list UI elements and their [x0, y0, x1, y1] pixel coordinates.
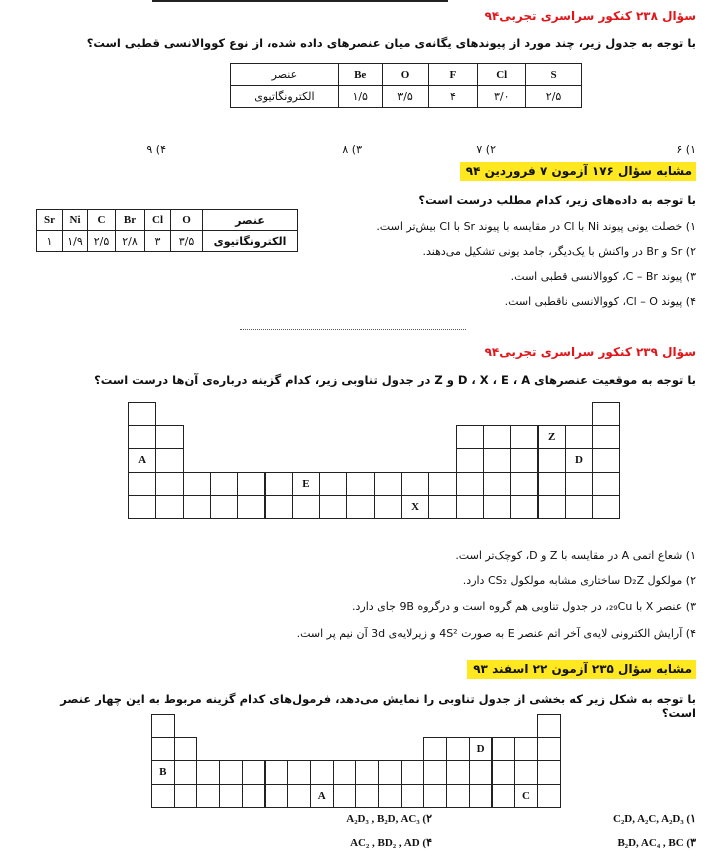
pt-cell — [537, 714, 561, 738]
pt-cell — [333, 784, 357, 808]
pt-cell — [287, 784, 311, 808]
pt-cell — [469, 784, 493, 808]
pt-cell — [428, 495, 456, 519]
pt-cell — [128, 425, 156, 449]
q1-val-o: ۳/۵ — [382, 86, 428, 108]
pt-cell — [538, 472, 566, 496]
pt-cell — [423, 737, 447, 761]
pt-cell — [401, 760, 425, 784]
q1-th-f: F — [428, 64, 478, 86]
pt-cell — [510, 425, 538, 449]
pt-cell — [538, 448, 566, 472]
q4-header: مشابه سؤال ۲۳۵ آزمون ۲۲ اسفند ۹۳ — [467, 660, 696, 679]
pt-cell — [446, 760, 470, 784]
q4-option-4[interactable]: ۴) AC₂ , BD₂ , AD — [350, 837, 432, 849]
pt-cell — [423, 784, 447, 808]
pt-cell — [174, 760, 198, 784]
pt-cell — [446, 784, 470, 808]
pt-cell — [265, 784, 289, 808]
pt-cell — [128, 495, 156, 519]
pt-cell — [565, 472, 593, 496]
q2-val-sr: ۱ — [37, 231, 63, 252]
q2-electronegativity-table — [36, 209, 298, 252]
pt-cell — [333, 760, 357, 784]
pt-cell — [423, 760, 447, 784]
pt-cell — [242, 784, 266, 808]
pt-cell — [428, 472, 456, 496]
pt-cell — [346, 472, 374, 496]
pt-cell — [469, 760, 493, 784]
q2-th-cl: Cl — [145, 210, 171, 231]
pt-cell — [155, 495, 183, 519]
pt-cell — [592, 402, 620, 426]
pt-cell — [483, 425, 511, 449]
q3-header: سؤال ۲۳۹ کنکور سراسری تجربی۹۴ — [484, 345, 696, 359]
pt-cell — [355, 784, 379, 808]
q2-header-wrap — [296, 164, 696, 178]
q1-val-s: ۲/۵ — [526, 86, 582, 108]
pt-cell — [128, 472, 156, 496]
q1-electronegativity-table — [230, 63, 582, 108]
pt-cell — [514, 737, 538, 761]
q1-val-cl: ۳/۰ — [478, 86, 526, 108]
pt-cell — [265, 760, 289, 784]
pt-cell — [355, 760, 379, 784]
pt-cell — [151, 760, 175, 784]
pt-cell — [310, 784, 334, 808]
pt-cell — [310, 760, 334, 784]
q1-option-3[interactable]: ۳) ۸ — [342, 143, 362, 156]
pt-cell — [538, 425, 566, 449]
pt-cell — [374, 495, 402, 519]
q4-header-wrap — [296, 662, 696, 676]
q2-val-cl: ۳ — [145, 231, 171, 252]
pt-cell — [401, 495, 429, 519]
pt-cell — [155, 472, 183, 496]
pt-cell — [151, 714, 175, 738]
pt-cell — [565, 448, 593, 472]
q1-header: سؤال ۲۳۸ کنکور سراسری تجربی۹۴ — [484, 9, 696, 23]
pt-cell — [565, 495, 593, 519]
pt-cell — [219, 784, 243, 808]
pt-cell — [319, 472, 347, 496]
q2-option-2[interactable]: ۲) Sr و Br در واکنش با یک‌دیگر، جامد یونی تشکیل می‌دهند. — [422, 245, 696, 258]
pt-cell — [565, 425, 593, 449]
pt-cell — [378, 784, 402, 808]
pt-cell — [456, 495, 484, 519]
q2-th-sr: Sr — [37, 210, 63, 231]
pt-cell — [514, 760, 538, 784]
pt-cell — [592, 472, 620, 496]
pt-cell — [374, 472, 402, 496]
pt-cell — [537, 784, 561, 808]
pt-cell — [242, 760, 266, 784]
q2-val-c: ۲/۵ — [88, 231, 116, 252]
pt-cell — [483, 472, 511, 496]
q1-option-2[interactable]: ۲) ۷ — [476, 143, 496, 156]
element-label-x: X — [411, 500, 420, 513]
element-label-a: A — [138, 454, 147, 467]
element-label-a: A — [317, 789, 326, 802]
pt-cell — [287, 760, 311, 784]
pt-cell — [592, 495, 620, 519]
element-label-b: B — [159, 766, 167, 779]
element-label-d: D — [476, 743, 485, 756]
pt-cell — [292, 495, 320, 519]
pt-cell — [128, 448, 156, 472]
pt-cell — [592, 448, 620, 472]
pt-cell — [210, 472, 238, 496]
divider-dotted — [240, 329, 466, 330]
q2-th-element: عنصر — [203, 210, 298, 231]
pt-cell — [196, 784, 220, 808]
element-label-z: Z — [547, 431, 556, 444]
q3-periodic-table — [128, 402, 622, 520]
element-label-e: E — [302, 477, 310, 490]
pt-cell — [510, 472, 538, 496]
q4-periodic-table — [151, 714, 561, 808]
pt-cell — [265, 472, 293, 496]
pt-cell — [401, 784, 425, 808]
q3-option-1[interactable]: ۱) شعاع اتمی A در مقایسه با Z و D، کوچک‌تر است. — [455, 549, 696, 562]
pt-cell — [128, 402, 156, 426]
pt-cell — [537, 760, 561, 784]
q1-th-element: عنصر — [231, 64, 339, 86]
pt-cell — [319, 495, 347, 519]
q1-option-1[interactable]: ۱) ۶ — [676, 143, 696, 156]
q3-option-4[interactable]: ۴) آرایش الکترونی لایه‌ی آخر اتم عنصر E به صورت 4S² و زیرلایه‌ی 3d آن نیم پر است. — [296, 627, 696, 640]
pt-cell — [538, 495, 566, 519]
pt-cell — [210, 495, 238, 519]
q2-row-label: الکترونگاتیوی — [203, 231, 298, 252]
pt-cell — [183, 495, 211, 519]
element-label-d: D — [574, 454, 583, 467]
pt-cell — [456, 448, 484, 472]
q4-option-3[interactable]: ۳) B₂D, AC₄ , BC — [617, 837, 696, 849]
q1-row-label: الکترونگاتیوی — [231, 86, 339, 108]
element-label-c: C — [522, 789, 530, 802]
pt-cell — [537, 737, 561, 761]
q3-option-2[interactable]: ۲) مولکول D₂Z ساختاری مشابه مولکول CS₂ دارد. — [462, 574, 696, 587]
pt-cell — [155, 448, 183, 472]
pt-cell — [151, 737, 175, 761]
pt-cell — [151, 784, 175, 808]
pt-cell — [510, 448, 538, 472]
pt-cell — [492, 737, 516, 761]
q2-question: با توجه به داده‌های زیر، کدام مطلب درست است؟ — [418, 193, 696, 207]
pt-cell — [237, 495, 265, 519]
pt-cell — [265, 495, 293, 519]
top-rule — [152, 0, 448, 2]
q1-th-be: Be — [338, 64, 382, 86]
q2-val-ni: ۱/۹ — [63, 231, 88, 252]
pt-cell — [592, 425, 620, 449]
q2-th-o: O — [171, 210, 203, 231]
pt-cell — [378, 760, 402, 784]
pt-cell — [174, 737, 198, 761]
q2-option-3[interactable]: ۳) پیوند C – Br، کووالانسی قطبی است. — [510, 270, 696, 283]
q1-th-cl: Cl — [478, 64, 526, 86]
pt-cell — [456, 472, 484, 496]
q4-question: با توجه به شکل زیر که بخشی از جدول تناوبی را نمایش می‌دهد، فرمول‌های کدام گزینه مربوط به این چهار عنصر است؟ — [60, 692, 696, 720]
q2-val-o: ۳/۵ — [171, 231, 203, 252]
q2-th-ni: Ni — [63, 210, 88, 231]
pt-cell — [237, 472, 265, 496]
q4-option-1[interactable]: ۱) C₂D, A₂C, A₂D₃ — [613, 813, 696, 825]
q2-th-br: Br — [116, 210, 145, 231]
pt-cell — [492, 760, 516, 784]
pt-cell — [514, 784, 538, 808]
q3-option-3[interactable]: ۳) عنصر X با ₂₉Cu، در جدول تناوبی هم گروه است و درگروه 9B جای دارد. — [352, 600, 696, 613]
q1-val-f: ۴ — [428, 86, 478, 108]
q2-val-br: ۲/۸ — [116, 231, 145, 252]
q3-question: با توجه به موقعیت عنصرهای D ، X ، E ، A و Z در جدول تناوبی زیر، کدام گزینه درباره‌ی آن‌ها درست است؟ — [94, 373, 696, 387]
pt-cell — [446, 737, 470, 761]
pt-cell — [346, 495, 374, 519]
q1-th-s: S — [526, 64, 582, 86]
pt-cell — [155, 425, 183, 449]
q4-option-2[interactable]: ۲) A₂D₃ , B₂D, AC₃ — [346, 813, 432, 825]
pt-cell — [196, 760, 220, 784]
q2-option-4[interactable]: ۴) پیوند Cl – O، کووالانسی ناقطبی است. — [504, 295, 696, 308]
pt-cell — [219, 760, 243, 784]
q1-th-o: O — [382, 64, 428, 86]
pt-cell — [174, 784, 198, 808]
pt-cell — [510, 495, 538, 519]
q1-option-4[interactable]: ۴) ۹ — [146, 143, 166, 156]
q1-question: با توجه به جدول زیر، چند مورد از پیوندهای یگانه‌ی میان عنصرهای داده شده، از نوع کووالانسی قطبی است؟ — [86, 36, 696, 50]
q2-th-c: C — [88, 210, 116, 231]
pt-cell — [492, 784, 516, 808]
q1-val-be: ۱/۵ — [338, 86, 382, 108]
q2-option-1[interactable]: ۱) خصلت یونی پیوند Ni با Cl در مقایسه با پیوند Sr با Cl بیش‌تر است. — [376, 220, 696, 233]
pt-cell — [456, 425, 484, 449]
pt-cell — [483, 495, 511, 519]
pt-cell — [401, 472, 429, 496]
q2-header: مشابه سؤال ۱۷۶ آزمون ۷ فروردین ۹۴ — [460, 162, 696, 181]
pt-cell — [183, 472, 211, 496]
pt-cell — [469, 737, 493, 761]
pt-cell — [483, 448, 511, 472]
pt-cell — [292, 472, 320, 496]
